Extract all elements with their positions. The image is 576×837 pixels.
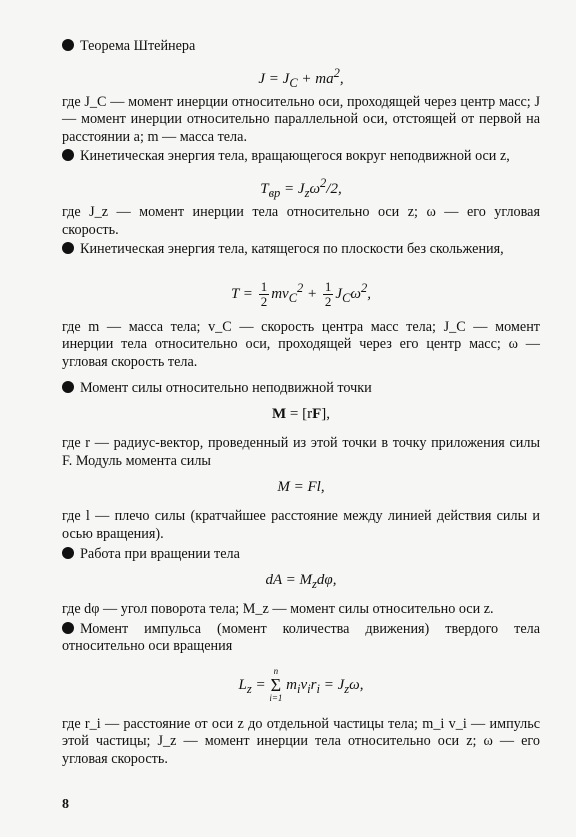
bullet-icon <box>62 149 74 161</box>
paragraph: где r_i — расстояние от оси z до отдельной частицы тела; m_i v_i — импульс этой частицы; J_z — момент инерции тела относительно оси z; ω — его угловая скорость. <box>62 715 540 768</box>
section-heading: Работа при вращении тела <box>62 546 540 564</box>
section-heading: Момент импульса (момент количества движения) твердого тела относительно оси вращения <box>62 620 540 655</box>
bullet-icon <box>62 622 74 634</box>
bullet-icon <box>62 547 74 559</box>
formula-work: dA = $M_zd\varphi$, <box>265 572 337 592</box>
section-heading: Теорема Штейнера <box>62 38 540 56</box>
paragraph: где dφ — угол поворота тела; M_z — момент силы относительно оси z. <box>62 601 494 618</box>
section-heading: Момент силы относительно неподвижной точки <box>62 380 540 398</box>
formula-steiner: $J = J_C + ma^2$, <box>258 65 344 90</box>
section-heading: Кинетическая энергия тела, вращающегося вокруг неподвижной оси z, <box>62 148 540 166</box>
formula-torque-magnitude: M = Fl, <box>277 479 325 496</box>
bullet-icon <box>62 242 74 254</box>
formula-angular-momentum: $L_z$ = n Σ i=1 $m_iv_ir_i = J_z\omega$, <box>238 666 364 704</box>
bullet-icon <box>62 39 74 51</box>
section-heading: Кинетическая энергия тела, катящегося по плоскости без скольжения, <box>62 241 540 259</box>
page-number: 8 <box>62 797 69 812</box>
paragraph: где l — плечо силы (кратчайшее расстояние между линией действия силы и осью вращения). <box>62 508 540 542</box>
bullet-icon <box>62 381 74 393</box>
page-content <box>62 36 540 769</box>
paragraph: где m — масса тела; v_C — скорость центра масс тела; J_C — момент инерции тела относительно оси, проходящей через его центр масс; ω — угловая скорость тела. <box>62 318 540 370</box>
formula-torque: M = [rF], <box>271 406 331 423</box>
paragraph: где J_C — момент инерции относительно оси, проходящей через центр масс; J — момент инерции относительно параллельной оси, отстоящей от первой на расстоянии a; m — масса тела. <box>62 93 540 145</box>
paragraph: где r — радиус-вектор, проведенный из этой точки в точку приложения силы F. Модуль момента силы <box>62 435 540 469</box>
paragraph: где J_z — момент инерции тела относительно оси z; ω — его угловая скорость. <box>62 203 540 238</box>
formula-rotational-energy: $T_{вр} = J_z\omega^2/2$, <box>260 175 342 200</box>
formula-rolling-energy: T = $\frac{1}{2}$ $mv_C^2$ + $\frac{1}{2}$ $J_C\omega^2$, <box>230 278 372 309</box>
